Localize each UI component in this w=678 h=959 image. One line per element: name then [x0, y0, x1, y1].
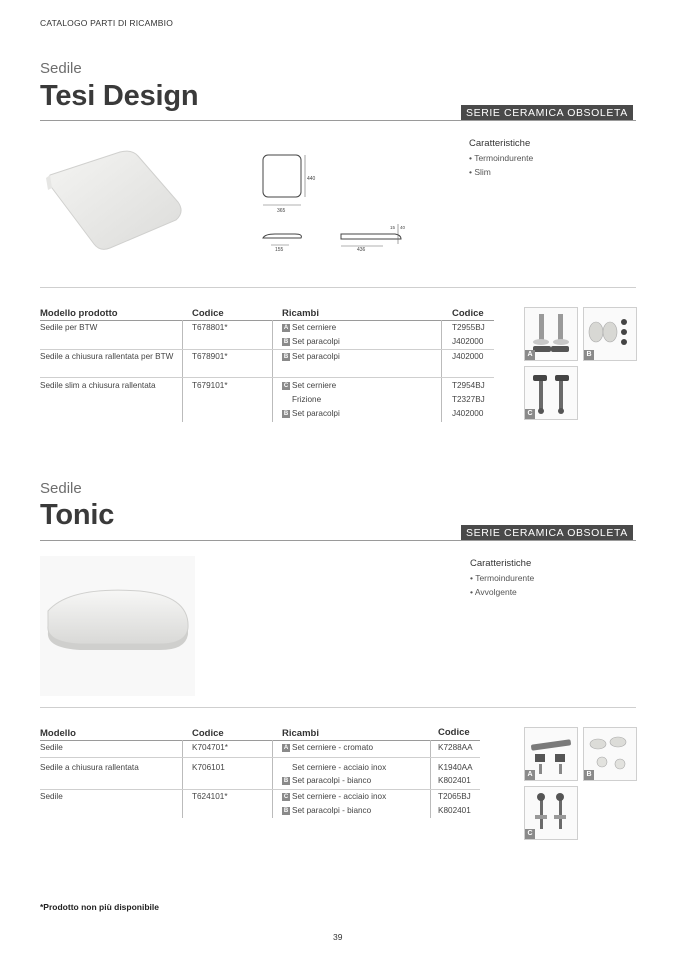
- section2-features: [470, 558, 534, 597]
- part-tag: B: [283, 777, 289, 784]
- table-row-code: T679101*: [192, 381, 228, 390]
- part-tag: B: [283, 410, 289, 417]
- tesi-seat-image: [40, 140, 190, 260]
- tonic-seat-image: [40, 556, 195, 696]
- footnote: *Prodotto non più disponibile: [40, 902, 159, 912]
- table1-col-divider: [272, 320, 273, 422]
- table2-row-rule: [40, 757, 480, 758]
- tesi-technical-drawing: [255, 150, 415, 260]
- table1-header-rule: [40, 320, 494, 321]
- col-model-header: Modello prodotto: [40, 308, 118, 319]
- dim-side-label: 436: [357, 247, 366, 253]
- table-row-model: Sedile: [40, 743, 63, 752]
- section2-title-rule: [40, 540, 636, 541]
- table-row-part-code: J402000: [452, 337, 484, 346]
- thumb-label: A: [525, 350, 535, 360]
- table-row-part-code: K7288AA: [438, 743, 473, 752]
- table-row-part: C Set cerniere - acciaio inox: [283, 792, 387, 801]
- table1-row-rule: [40, 349, 494, 350]
- table2-col-divider: [272, 740, 273, 818]
- feature-item: • Termoindurente: [469, 153, 533, 163]
- table-row-part: B Set paracolpi: [283, 352, 340, 361]
- table-row-part-code: T2065BJ: [438, 792, 471, 801]
- table-row-part: A Set cerniere - cromato: [283, 743, 373, 752]
- section1-title-rule: [40, 120, 636, 121]
- part-thumbnail-a: [524, 727, 578, 781]
- table-row-part-code: T2954BJ: [452, 381, 485, 390]
- table-row-code: K704701*: [192, 743, 228, 752]
- features-title: Caratteristiche: [469, 138, 531, 149]
- part-tag: C: [283, 793, 289, 800]
- thumb-label: C: [525, 409, 535, 419]
- thumb-label: B: [584, 350, 594, 360]
- col-part-code-header: Codice: [438, 727, 470, 738]
- table-row-part: A Set cerniere: [283, 323, 337, 332]
- table-row-part-code: K802401: [438, 806, 471, 815]
- table-row-part: Set cerniere - acciaio inox: [292, 763, 387, 772]
- table-row-part: B Set paracolpi: [283, 409, 340, 418]
- section2-title: Tonic: [40, 499, 115, 531]
- dim-width-label: 365: [277, 208, 286, 214]
- col-code-header: Codice: [192, 728, 224, 739]
- table-row-part: B Set paracolpi - bianco: [283, 776, 372, 785]
- part-tag: A: [283, 324, 289, 331]
- part-thumbnail-c: [524, 366, 578, 420]
- table-row-part-code: J402000: [452, 409, 484, 418]
- col-part-code-header: Codice: [452, 308, 484, 319]
- col-model-header: Modello: [40, 728, 76, 739]
- table2-row-rule: [40, 789, 480, 790]
- page-number: 39: [333, 932, 343, 942]
- table-row-part: B Set paracolpi - bianco: [283, 806, 372, 815]
- table-row-part: Frizione: [292, 395, 322, 404]
- dim-hinge-label: 155: [275, 247, 284, 253]
- table-row-model: Sedile per BTW: [40, 323, 98, 332]
- thumb-label: B: [584, 770, 594, 780]
- section1-obsolete-badge: SERIE CERAMICA OBSOLETA: [461, 105, 633, 121]
- table-row-model: Sedile a chiusura rallentata: [40, 763, 139, 772]
- table-row-model: Sedile a chiusura rallentata per BTW: [40, 352, 174, 361]
- feature-item: • Slim: [469, 167, 533, 177]
- table-row-part-code: K1940AA: [438, 763, 473, 772]
- table-row-part-code: K802401: [438, 776, 471, 785]
- part-thumbnail-c: [524, 786, 578, 840]
- section2-obsolete-badge: SERIE CERAMICA OBSOLETA: [461, 525, 633, 541]
- part-thumbnail-b: [583, 727, 637, 781]
- dim-h1-label: 15: [390, 225, 396, 230]
- section1-subtitle: Sedile: [40, 60, 82, 77]
- feature-item: • Termoindurente: [470, 573, 534, 583]
- table2-header-rule: [40, 740, 480, 741]
- table2-col-divider: [430, 740, 431, 818]
- part-tag: B: [283, 338, 289, 345]
- table-row-part: B Set paracolpi: [283, 337, 340, 346]
- table1-col-divider: [441, 320, 442, 422]
- table-row-code: K706101: [192, 763, 225, 772]
- table1-row-rule: [40, 377, 494, 378]
- catalog-header: CATALOGO PARTI DI RICAMBIO: [40, 18, 174, 28]
- part-tag: A: [283, 744, 289, 751]
- col-parts-header: Ricambi: [282, 728, 319, 739]
- col-code-header: Codice: [192, 308, 224, 319]
- part-tag: C: [283, 382, 289, 389]
- table1-col-divider: [182, 320, 183, 422]
- dim-depth-label: 440: [307, 176, 316, 182]
- table-row-model: Sedile: [40, 792, 63, 801]
- section1-title: Tesi Design: [40, 80, 199, 112]
- table-row-code: T678801*: [192, 323, 228, 332]
- thumb-label: C: [525, 829, 535, 839]
- table-row-code: T624101*: [192, 792, 228, 801]
- table-row-part-code: J402000: [452, 352, 484, 361]
- section1-features: [469, 138, 533, 177]
- feature-item: • Avvolgente: [470, 587, 534, 597]
- col-parts-header: Ricambi: [282, 308, 319, 319]
- part-tag: B: [283, 353, 289, 360]
- table-row-code: T678901*: [192, 352, 228, 361]
- thumb-label: A: [525, 770, 535, 780]
- section2-subtitle: Sedile: [40, 480, 82, 497]
- part-thumbnail-b: [583, 307, 637, 361]
- dim-h2-label: 40: [400, 225, 406, 230]
- table-row-part: C Set cerniere: [283, 381, 337, 390]
- table-row-part-code: T2327BJ: [452, 395, 485, 404]
- table2-col-divider: [182, 740, 183, 818]
- table-row-model: Sedile slim a chiusura rallentata: [40, 381, 156, 390]
- features-title: Caratteristiche: [470, 558, 532, 569]
- section1-divider: [40, 287, 636, 288]
- table-row-part-code: T2955BJ: [452, 323, 485, 332]
- section2-divider: [40, 707, 636, 708]
- part-thumbnail-a: [524, 307, 578, 361]
- part-tag: B: [283, 807, 289, 814]
